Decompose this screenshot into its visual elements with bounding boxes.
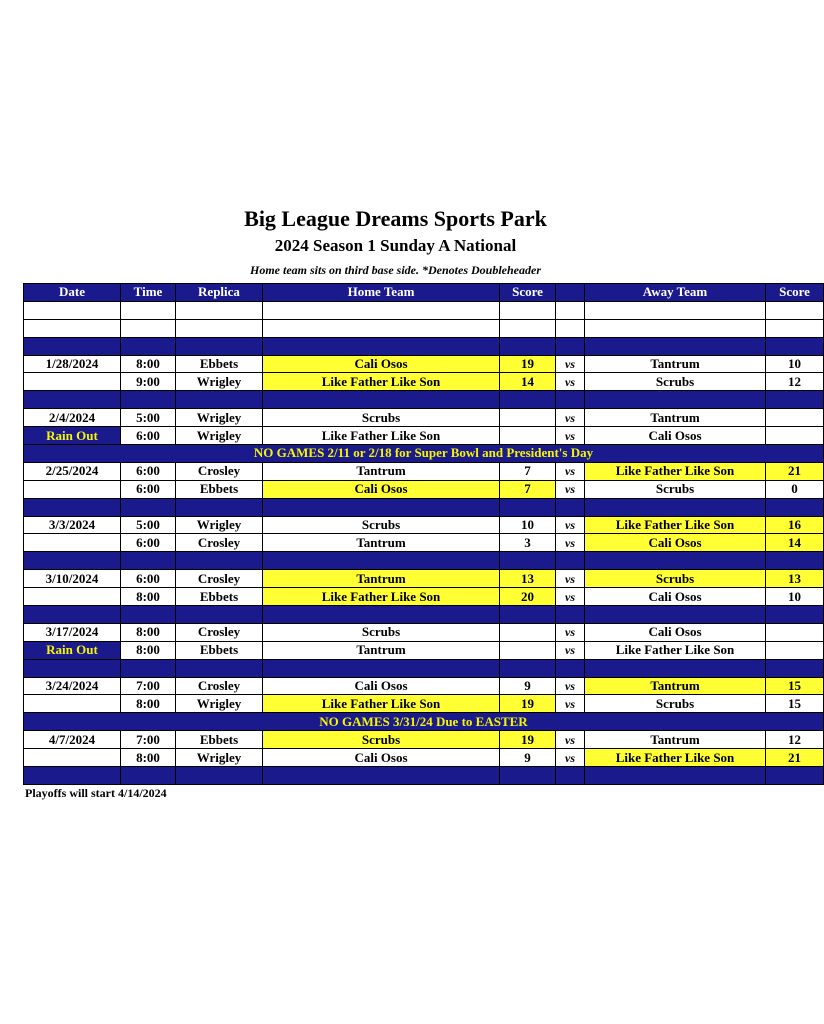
away-team-cell: Tantrum xyxy=(585,409,766,427)
empty-cell xyxy=(176,498,263,516)
empty-cell xyxy=(24,767,121,785)
date-cell xyxy=(24,534,121,552)
away-team-cell: Cali Osos xyxy=(585,588,766,606)
home-score-cell: 7 xyxy=(500,480,556,498)
replica-cell: Crosley xyxy=(176,570,263,588)
table-row xyxy=(24,570,824,588)
time-cell: 6:00 xyxy=(121,480,176,498)
empty-cell xyxy=(766,301,824,319)
blank-row xyxy=(24,301,824,319)
away-team-cell: Tantrum xyxy=(585,731,766,749)
home-team-cell: Scrubs xyxy=(263,623,500,641)
spacer-band-row xyxy=(24,767,824,785)
away-team-cell: Like Father Like Son xyxy=(585,516,766,534)
empty-cell xyxy=(176,391,263,409)
empty-cell xyxy=(263,498,500,516)
time-cell: 6:00 xyxy=(121,534,176,552)
away-team-cell: Scrubs xyxy=(585,480,766,498)
date-cell: 3/17/2024 xyxy=(24,623,121,641)
date-cell: 3/3/2024 xyxy=(24,516,121,534)
empty-cell xyxy=(556,337,585,355)
empty-cell xyxy=(766,606,824,624)
replica-cell: Ebbets xyxy=(176,731,263,749)
table-row xyxy=(24,462,824,480)
empty-cell xyxy=(500,498,556,516)
empty-cell xyxy=(24,337,121,355)
empty-cell xyxy=(121,337,176,355)
empty-cell xyxy=(585,319,766,337)
table-row xyxy=(24,731,824,749)
table-row xyxy=(24,695,824,713)
away-team-cell: Scrubs xyxy=(585,373,766,391)
col-header-home-score: Score xyxy=(500,284,556,302)
away-team-cell: Tantrum xyxy=(585,355,766,373)
empty-cell xyxy=(121,319,176,337)
away-score-cell: 15 xyxy=(766,695,824,713)
empty-cell xyxy=(766,498,824,516)
vs-cell: vs xyxy=(556,516,585,534)
spacer-band-row xyxy=(24,391,824,409)
empty-cell xyxy=(121,391,176,409)
away-score-cell: 10 xyxy=(766,588,824,606)
away-score-cell xyxy=(766,641,824,659)
home-team-cell: Scrubs xyxy=(263,731,500,749)
replica-cell: Wrigley xyxy=(176,373,263,391)
home-score-cell: 19 xyxy=(500,355,556,373)
empty-cell xyxy=(24,498,121,516)
away-score-cell: 16 xyxy=(766,516,824,534)
table-row xyxy=(24,623,824,641)
blank-row xyxy=(24,319,824,337)
home-score-cell: 13 xyxy=(500,570,556,588)
empty-cell xyxy=(585,767,766,785)
empty-cell xyxy=(766,391,824,409)
home-score-cell: 20 xyxy=(500,588,556,606)
empty-cell xyxy=(121,301,176,319)
away-score-cell: 14 xyxy=(766,534,824,552)
col-header-away-team: Away Team xyxy=(585,284,766,302)
vs-cell: vs xyxy=(556,731,585,749)
vs-cell: vs xyxy=(556,462,585,480)
date-cell xyxy=(24,480,121,498)
empty-cell xyxy=(121,767,176,785)
empty-cell xyxy=(263,659,500,677)
empty-cell xyxy=(500,659,556,677)
table-row xyxy=(24,749,824,767)
empty-cell xyxy=(556,552,585,570)
home-team-cell: Tantrum xyxy=(263,534,500,552)
date-cell: 2/25/2024 xyxy=(24,462,121,480)
notice-text: NO GAMES 3/31/24 Due to EASTER xyxy=(24,713,824,731)
table-header-row xyxy=(24,284,824,302)
empty-cell xyxy=(556,498,585,516)
replica-cell: Wrigley xyxy=(176,427,263,445)
home-score-cell xyxy=(500,427,556,445)
empty-cell xyxy=(585,301,766,319)
empty-cell xyxy=(500,767,556,785)
empty-cell xyxy=(176,767,263,785)
replica-cell: Crosley xyxy=(176,677,263,695)
col-header-away-score: Score xyxy=(766,284,824,302)
away-team-cell: Tantrum xyxy=(585,677,766,695)
empty-cell xyxy=(24,659,121,677)
playoffs-note: Playoffs will start 4/14/2024 xyxy=(25,786,167,800)
time-cell: 6:00 xyxy=(121,462,176,480)
away-team-cell: Cali Osos xyxy=(585,427,766,445)
away-score-cell xyxy=(766,409,824,427)
empty-cell xyxy=(500,301,556,319)
vs-cell: vs xyxy=(556,677,585,695)
time-cell: 6:00 xyxy=(121,427,176,445)
vs-cell: vs xyxy=(556,695,585,713)
away-score-cell: 10 xyxy=(766,355,824,373)
date-cell: 3/10/2024 xyxy=(24,570,121,588)
col-header-date: Date xyxy=(24,284,121,302)
away-score-cell xyxy=(766,427,824,445)
home-score-cell: 9 xyxy=(500,749,556,767)
empty-cell xyxy=(556,319,585,337)
home-team-cell: Tantrum xyxy=(263,641,500,659)
empty-cell xyxy=(263,552,500,570)
home-team-cell: Cali Osos xyxy=(263,677,500,695)
notice-row xyxy=(24,713,824,731)
empty-cell xyxy=(585,659,766,677)
empty-cell xyxy=(121,552,176,570)
empty-cell xyxy=(263,767,500,785)
replica-cell: Crosley xyxy=(176,534,263,552)
schedule-note: Home team sits on third base side. *Denotes Doubleheader xyxy=(250,263,541,277)
replica-cell: Ebbets xyxy=(176,355,263,373)
empty-cell xyxy=(556,301,585,319)
home-team-cell: Tantrum xyxy=(263,570,500,588)
time-cell: 8:00 xyxy=(121,623,176,641)
vs-cell: vs xyxy=(556,588,585,606)
vs-cell: vs xyxy=(556,427,585,445)
empty-cell xyxy=(176,337,263,355)
vs-cell: vs xyxy=(556,534,585,552)
replica-cell: Crosley xyxy=(176,623,263,641)
away-score-cell: 21 xyxy=(766,462,824,480)
time-cell: 7:00 xyxy=(121,731,176,749)
empty-cell xyxy=(24,391,121,409)
replica-cell: Crosley xyxy=(176,462,263,480)
away-team-cell: Cali Osos xyxy=(585,623,766,641)
replica-cell: Wrigley xyxy=(176,516,263,534)
empty-cell xyxy=(176,319,263,337)
time-cell: 7:00 xyxy=(121,677,176,695)
away-score-cell: 21 xyxy=(766,749,824,767)
empty-cell xyxy=(176,552,263,570)
empty-cell xyxy=(24,319,121,337)
col-header-vs xyxy=(556,284,585,302)
empty-cell xyxy=(263,319,500,337)
replica-cell: Wrigley xyxy=(176,409,263,427)
away-team-cell: Scrubs xyxy=(585,570,766,588)
empty-cell xyxy=(766,337,824,355)
date-cell: 4/7/2024 xyxy=(24,731,121,749)
empty-cell xyxy=(500,337,556,355)
home-team-cell: Like Father Like Son xyxy=(263,427,500,445)
time-cell: 5:00 xyxy=(121,409,176,427)
vs-cell: vs xyxy=(556,373,585,391)
home-score-cell: 14 xyxy=(500,373,556,391)
time-cell: 8:00 xyxy=(121,641,176,659)
empty-cell xyxy=(766,659,824,677)
empty-cell xyxy=(585,498,766,516)
home-score-cell xyxy=(500,623,556,641)
empty-cell xyxy=(176,301,263,319)
table-row xyxy=(24,588,824,606)
spacer-band-row xyxy=(24,659,824,677)
vs-cell: vs xyxy=(556,480,585,498)
home-score-cell xyxy=(500,409,556,427)
empty-cell xyxy=(766,319,824,337)
page-subtitle: 2024 Season 1 Sunday A National xyxy=(274,236,517,255)
spacer-band-row xyxy=(24,337,824,355)
empty-cell xyxy=(24,606,121,624)
home-score-cell: 3 xyxy=(500,534,556,552)
away-score-cell: 15 xyxy=(766,677,824,695)
date-cell xyxy=(24,749,121,767)
date-cell: 3/24/2024 xyxy=(24,677,121,695)
empty-cell xyxy=(263,606,500,624)
empty-cell xyxy=(24,552,121,570)
table-row xyxy=(24,373,824,391)
spacer-band-row xyxy=(24,552,824,570)
empty-cell xyxy=(263,391,500,409)
table-row xyxy=(24,409,824,427)
empty-cell xyxy=(585,391,766,409)
away-team-cell: Scrubs xyxy=(585,695,766,713)
empty-cell xyxy=(500,391,556,409)
empty-cell xyxy=(585,606,766,624)
col-header-replica: Replica xyxy=(176,284,263,302)
vs-cell: vs xyxy=(556,570,585,588)
home-team-cell: Like Father Like Son xyxy=(263,695,500,713)
away-team-cell: Like Father Like Son xyxy=(585,462,766,480)
schedule-table xyxy=(23,283,824,785)
table-row xyxy=(24,516,824,534)
empty-cell xyxy=(176,659,263,677)
date-cell: Rain Out xyxy=(24,427,121,445)
empty-cell xyxy=(176,606,263,624)
replica-cell: Wrigley xyxy=(176,749,263,767)
table-row xyxy=(24,480,824,498)
date-cell xyxy=(24,695,121,713)
date-cell xyxy=(24,373,121,391)
date-cell: 2/4/2024 xyxy=(24,409,121,427)
table-row xyxy=(24,677,824,695)
empty-cell xyxy=(556,767,585,785)
page-title: Big League Dreams Sports Park xyxy=(244,206,547,231)
time-cell: 8:00 xyxy=(121,749,176,767)
away-team-cell: Cali Osos xyxy=(585,534,766,552)
spacer-band-row xyxy=(24,498,824,516)
away-score-cell xyxy=(766,623,824,641)
schedule-body xyxy=(24,301,824,784)
away-score-cell: 12 xyxy=(766,373,824,391)
time-cell: 8:00 xyxy=(121,355,176,373)
vs-cell: vs xyxy=(556,641,585,659)
home-team-cell: Scrubs xyxy=(263,409,500,427)
date-cell: Rain Out xyxy=(24,641,121,659)
time-cell: 5:00 xyxy=(121,516,176,534)
table-row xyxy=(24,534,824,552)
replica-cell: Ebbets xyxy=(176,588,263,606)
empty-cell xyxy=(766,552,824,570)
home-team-cell: Tantrum xyxy=(263,462,500,480)
table-row xyxy=(24,355,824,373)
table-row xyxy=(24,641,824,659)
home-team-cell: Cali Osos xyxy=(263,480,500,498)
table-row xyxy=(24,427,824,445)
empty-cell xyxy=(24,301,121,319)
empty-cell xyxy=(500,319,556,337)
empty-cell xyxy=(556,606,585,624)
empty-cell xyxy=(121,498,176,516)
col-header-time: Time xyxy=(121,284,176,302)
empty-cell xyxy=(500,606,556,624)
empty-cell xyxy=(263,301,500,319)
time-cell: 8:00 xyxy=(121,588,176,606)
empty-cell xyxy=(121,659,176,677)
replica-cell: Wrigley xyxy=(176,695,263,713)
date-cell xyxy=(24,588,121,606)
vs-cell: vs xyxy=(556,355,585,373)
empty-cell xyxy=(556,659,585,677)
home-score-cell: 9 xyxy=(500,677,556,695)
time-cell: 8:00 xyxy=(121,695,176,713)
time-cell: 6:00 xyxy=(121,570,176,588)
vs-cell: vs xyxy=(556,623,585,641)
away-team-cell: Like Father Like Son xyxy=(585,641,766,659)
col-header-home-team: Home Team xyxy=(263,284,500,302)
away-team-cell: Like Father Like Son xyxy=(585,749,766,767)
empty-cell xyxy=(766,767,824,785)
home-team-cell: Like Father Like Son xyxy=(263,588,500,606)
empty-cell xyxy=(585,337,766,355)
home-team-cell: Cali Osos xyxy=(263,749,500,767)
notice-text: NO GAMES 2/11 or 2/18 for Super Bowl and President's Day xyxy=(24,445,824,463)
home-score-cell: 7 xyxy=(500,462,556,480)
vs-cell: vs xyxy=(556,749,585,767)
home-score-cell xyxy=(500,641,556,659)
away-score-cell: 0 xyxy=(766,480,824,498)
time-cell: 9:00 xyxy=(121,373,176,391)
empty-cell xyxy=(500,552,556,570)
home-score-cell: 10 xyxy=(500,516,556,534)
away-score-cell: 12 xyxy=(766,731,824,749)
home-team-cell: Scrubs xyxy=(263,516,500,534)
away-score-cell: 13 xyxy=(766,570,824,588)
home-team-cell: Cali Osos xyxy=(263,355,500,373)
replica-cell: Ebbets xyxy=(176,480,263,498)
home-score-cell: 19 xyxy=(500,731,556,749)
empty-cell xyxy=(121,606,176,624)
notice-row xyxy=(24,445,824,463)
empty-cell xyxy=(263,337,500,355)
vs-cell: vs xyxy=(556,409,585,427)
replica-cell: Ebbets xyxy=(176,641,263,659)
empty-cell xyxy=(556,391,585,409)
empty-cell xyxy=(585,552,766,570)
date-cell: 1/28/2024 xyxy=(24,355,121,373)
home-score-cell: 19 xyxy=(500,695,556,713)
spacer-band-row xyxy=(24,606,824,624)
home-team-cell: Like Father Like Son xyxy=(263,373,500,391)
